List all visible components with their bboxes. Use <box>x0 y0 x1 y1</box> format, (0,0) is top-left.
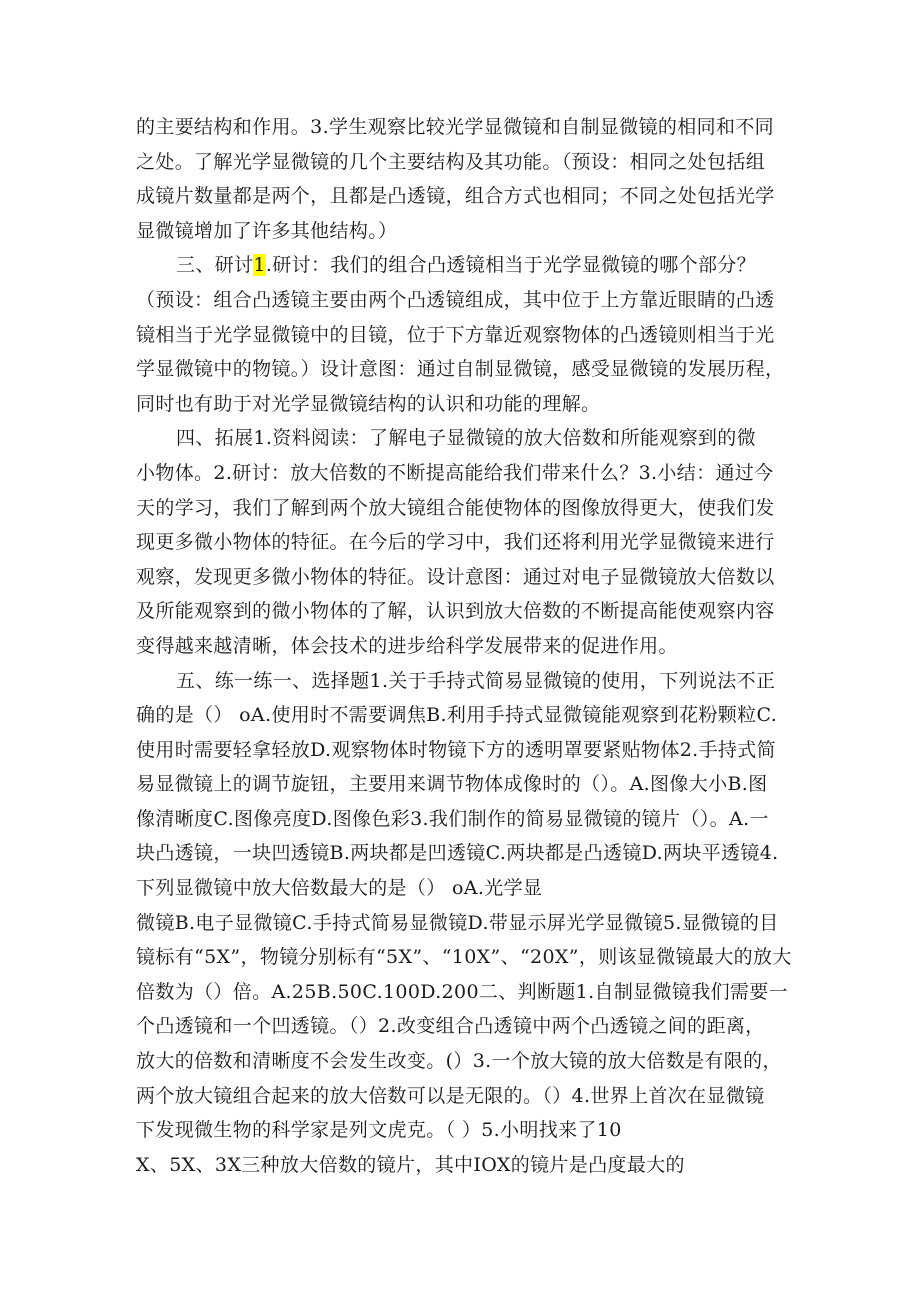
text-line: 像清晰度C.图像亮度D.图像色彩3.我们制作的简易显微镜的镜片（）。A.一 <box>136 807 769 830</box>
text-line: 同时也有助于对光学显微镜结构的认识和功能的理解。 <box>136 392 601 415</box>
text-line: 两个放大镜组合起来的放大倍数可以是无限的。（）4.世界上首次在显微镜 <box>136 1084 765 1107</box>
text-line: 学显微镜中的物镜。）设计意图：通过自制显微镜，感受显微镜的发展历程， <box>136 358 785 381</box>
section-heading-extension: 四、拓展1.资料阅读：了解电子显微镜的放大倍数和所能观察到的微 <box>176 427 756 450</box>
text-line: 下发现微生物的科学家是列文虎克。（ ）5.小明找来了10 <box>136 1119 622 1142</box>
text-line: 下列显微镜中放大倍数最大的是（） oA.光学显 <box>136 877 543 900</box>
text-line: 天的学习，我们了解到两个放大镜组合能使物体的图像放得更大，使我们发 <box>136 496 775 519</box>
text-line: 块凸透镜，一块凹透镜B.两块都是凹透镜C.两块都是凸透镜D.两块平透镜4. <box>136 842 779 865</box>
text-line: 个凸透镜和一个凹透镜。（）2.改变组合凸透镜中两个凸透镜之间的距离， <box>136 1015 765 1038</box>
text-line: 现更多微小物体的特征。在今后的学习中，我们还将利用光学显微镜来进行 <box>136 531 775 554</box>
document-page <box>136 110 792 1182</box>
heading-text: .研讨：我们的组合凸透镜相当于光学显微镜的哪个部分？ <box>265 254 757 277</box>
text-line: 变得越来越清晰，体会技术的进步给科学发展带来的促进作用。 <box>136 634 678 657</box>
section-heading-discussion <box>136 248 792 283</box>
text-line: 易显微镜上的调节旋钮，主要用来调节物体成像时的（）。A.图像大小B.图 <box>136 773 768 796</box>
text-line: 观察，发现更多微小物体的特征。设计意图：通过对电子显微镜放大倍数以 <box>136 565 775 588</box>
text-line: 使用时需要轻拿轻放D.观察物体时物镜下方的透明罩要紧贴物体2.手持式简 <box>136 738 776 761</box>
heading-prefix: 三、研讨 <box>176 254 254 277</box>
text-line: 的主要结构和作用。3.学生观察比较光学显微镜和自制显微镜的相同和不同 <box>136 116 775 138</box>
section-heading-practice: 五、练一练一、选择题1.关于手持式简易显微镜的使用，下列说法不正 <box>176 669 776 692</box>
text-line: 及所能观察到的微小物体的了解，认识到放大倍数的不断提高能使观察内容 <box>136 600 775 623</box>
text-line: 镜相当于光学显微镜中的目镜，位于下方靠近观察物体的凸透镜则相当于光 <box>136 323 775 346</box>
text-line: 之处。了解光学显微镜的几个主要结构及其功能。（预设：相同之处包括组 <box>136 150 766 173</box>
highlighted-number: 1 <box>253 254 266 277</box>
text-line: 显微镜增加了许多其他结构。） <box>136 219 398 242</box>
text-line: 放大的倍数和清晰度不会发生改变。(）3.一个放大镜的放大倍数是有限的， <box>136 1050 782 1073</box>
text-line: 小物体。2.研讨：放大倍数的不断提高能给我们带来什么？3.小结：通过今 <box>136 461 774 484</box>
text-line: 成镜片数量都是两个，且都是凸透镜，组合方式也相同；不同之处包括光学 <box>136 185 775 208</box>
text-line: 倍数为（）倍。A.25B.50C.100D.200二、判断题1.自制显微镜我们需要一 <box>136 980 788 1003</box>
text-line: 镜标有“5X”，物镜分别标有“5X”、“10X”、“20X”，则该显微镜最大的放大 <box>136 946 792 969</box>
text-line: X、5X、3X三种放大倍数的镜片，其中IOX的镜片是凸度最大的 <box>136 1153 685 1176</box>
text-line: （预设：组合凸透镜主要由两个凸透镜组成，其中位于上方靠近眼睛的凸透 <box>136 288 775 311</box>
text-line: 微镜B.电子显微镜C.手持式简易显微镜D.带显示屏光学显微镜5.显微镜的目 <box>136 911 779 934</box>
text-line: 确的是（） oA.使用时不需要调焦B.利用手持式显微镜能观察到花粉颗粒C. <box>136 704 778 727</box>
